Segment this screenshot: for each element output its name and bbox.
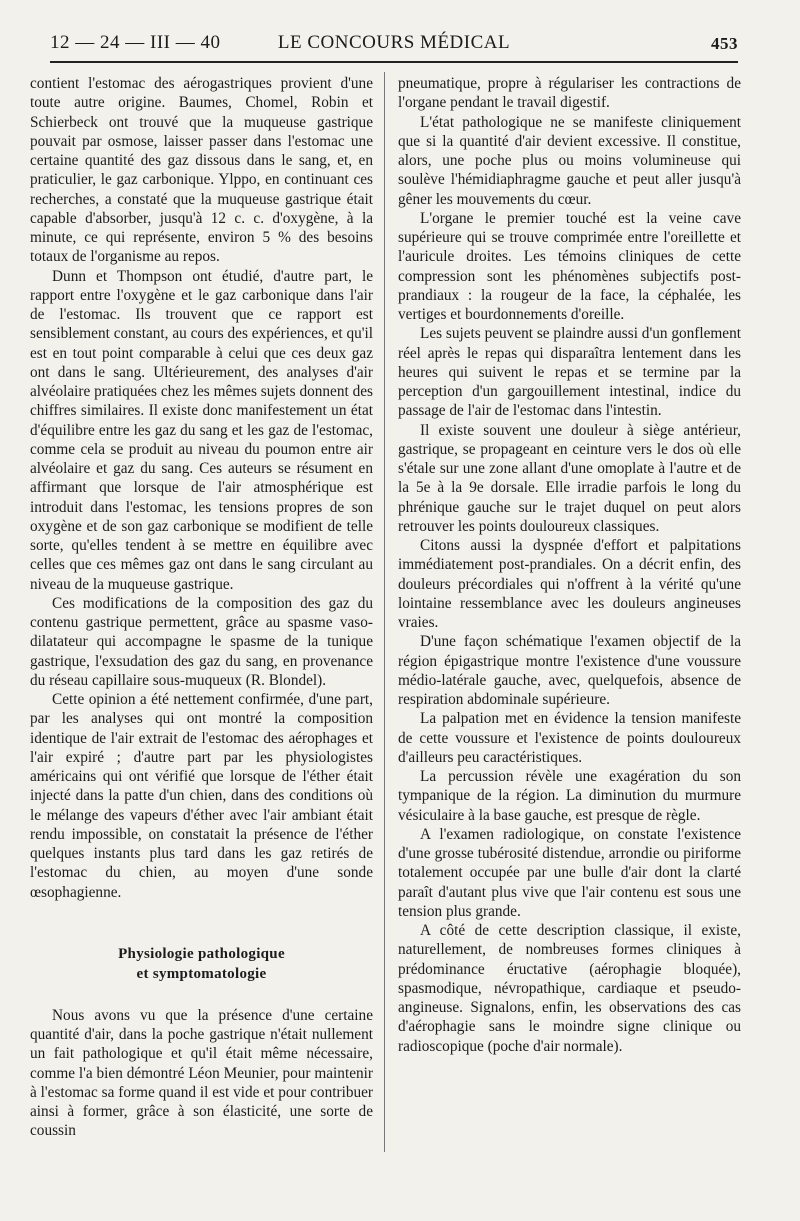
right-column — [398, 74, 741, 1056]
paragraph: Citons aussi la dyspnée d'effort et palpitations immédiatement post-prandiales. On a décrit enfin, des douleurs précordiales qui n'offrent à la vérité qu'une lointaine ressemblance avec les douleurs angineuses vraies. — [398, 537, 741, 631]
paragraph: Nous avons vu que la présence d'une certaine quantité d'air, dans la poche gastrique n'était nullement un fait pathologique et qu'il était même nécessaire, comme l'a bien démontré Léon Meunier, pour maintenir à l'estomac sa forme quand il est vide et pour contribuer ainsi à former, grâce à son élasticité, une sorte de coussin — [30, 1006, 373, 1140]
journal-title: LE CONCOURS MÉDICAL — [277, 32, 511, 53]
section-heading — [30, 944, 373, 984]
paragraph: pneumatique, propre à régulariser les contractions de l'organe pendant le travail digestif. — [398, 75, 741, 112]
running-header — [50, 30, 738, 58]
column-divider — [384, 72, 385, 1152]
paragraph: Ces modifications de la composition des gaz du contenu gastrique permettent, grâce au spasme vaso-dilatateur qui accompagne le spasme de la tunique gastrique, l'exsudation des gaz du sang, en provenance du réseau capillaire sous-muqueux (R. Blondel). — [30, 594, 373, 689]
paragraph: La percussion révèle une exagération du son tympanique de la région. La diminution du murmure vésiculaire à la base gauche, est presque de règle. — [398, 768, 741, 824]
paragraph: Il existe souvent une douleur à siège antérieur, gastrique, se propageant en ceinture vers le dos où elle s'étale sur une zone allant d'une omoplate à l'autre et de la 5e à la 9e dorsale. Elle irradie parfois le long du phrénique gauche sur le trajet duquel on peut alors retrouver les points douloureux classiques. — [398, 421, 741, 535]
paragraph: Cette opinion a été nettement confirmée, d'une part, par les analyses qui ont montré la composition identique de l'air extrait de l'estomac des aérophages et l'air expiré ; d'autre part par les physiologistes américains qui ont vérifié que lorsque de l'éther était injecté dans la patte d'un chien, dans des conditions où le mélange des vapeurs d'éther avec l'air ambiant était rendu impossible, on constatait la présence de l'éther quelques instants plus tard dans les gaz retirés de l'estomac du chien, au moyen d'une sonde œsophagienne. — [30, 691, 373, 901]
left-column — [30, 74, 373, 1141]
section-heading-line: Physiologie pathologique — [118, 945, 285, 962]
paragraph: A côté de cette description classique, il existe, naturellement, de nombreuses formes cliniques à prédominance éructative (aérophagie bloquée), spasmodique, névropathique, cardiaque et pseudo-angineuse. Signalons, enfin, les observations des cas d'aérophagie sans le moindre signe clinique ou radioscopique (poche d'air normale). — [398, 922, 741, 1055]
page-number: 453 — [711, 34, 738, 53]
paragraph: L'organe le premier touché est la veine cave supérieure qui se trouve comprimée entre l'oreillette et l'auricule droites. Les témoins cliniques de cette compression sont les phénomènes subjectifs post-prandiaux : la rougeur de la face, la céphalée, les vertiges et bourdonnements d'oreille. — [398, 209, 741, 323]
paragraph: Dunn et Thompson ont étudié, d'autre part, le rapport entre l'oxygène et le gaz carbonique dans l'air de l'estomac. Ils trouvent que ce rapport est sensiblement constant, au cours des expériences, et qu'il est en tout point comparable à celui que ces deux gaz ont dans le sang. Ultérieurement, des analyses d'air alvéolaire pratiquées chez les mêmes sujets donnent des chiffres similaires. Il existe donc manifestement un état d'équilibre entre les gaz du sang et les gaz de l'estomac, comme cela se produit au niveau du poumon entre air alvéolaire et gaz du sang. Ces auteurs se résument en affirmant que lorsque de l'air atmosphérique est introduit dans l'estomac, les tensions propres de son oxygène et de son gaz carbonique se modifient de telle sorte, qu'elles tendent à se mettre en équilibre avec celles que ces mêmes gaz ont dans le sang circulant au niveau de la muqueuse gastrique. — [30, 267, 374, 593]
paragraph: L'état pathologique ne se manifeste cliniquement que si la quantité d'air devient excessive. Il constitue, alors, une poche plus ou moins volumineuse qui soulève l'hémidiaphragme gauche et peut aller jusqu'à gêner les mouvements du cœur. — [398, 113, 741, 208]
paragraph: contient l'estomac des aérogastriques provient d'une toute autre origine. Baumes, Chomel, Robin et Schierbeck ont trouvé que la muqueuse gastrique pouvait par osmose, laisser passer dans l'estomac une certaine quantité des gaz dissous dans le sang, et, en praticulier, le gaz carbonique. Ylppo, en continuant ces recherches, a constaté que la muqueuse gastrique était capable d'absorber, jusqu'à 12 c. c. d'oxygène, à la minute, ce qui représente, environ 5 % des besoins totaux de l'organisme au repos. — [30, 75, 373, 266]
paragraph: A l'examen radiologique, on constate l'existence d'une grosse tubérosité distendue, arrondie ou piriforme totalement occupée par une bulle d'air dont la clarté paraît d'autant plus vive que l'air contenu est sous une tension plus grande. — [398, 825, 741, 920]
section-heading-line: et symptomatologie — [136, 965, 267, 982]
paragraph: Les sujets peuvent se plaindre aussi d'un gonflement réel après le repas qui disparaîtra lentement dans les heures qui suivent le repas et se termine par la perception d'un gargouillement intestinal, indice du passage de l'air de l'estomac dans l'intestin. — [398, 325, 741, 420]
issue-reference: 12 — 24 — III — 40 — [50, 32, 221, 53]
header-rule — [50, 61, 738, 63]
paragraph: D'une façon schématique l'examen objectif de la région épigastrique montre l'existence d'une voussure médio-latérale gauche, avec, quelquefois, absence de respiration abdominale supérieure. — [398, 633, 741, 708]
paragraph: La palpation met en évidence la tension manifeste de cette voussure et l'existence de points douloureux d'ailleurs peu caractéristiques. — [398, 710, 741, 766]
